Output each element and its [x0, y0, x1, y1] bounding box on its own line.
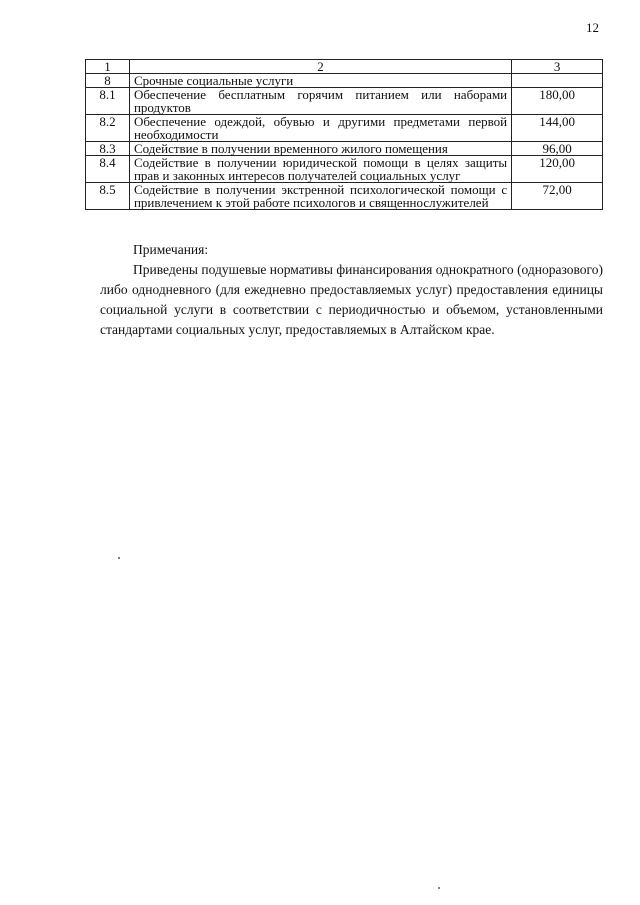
- row-value: 180,00: [512, 88, 603, 115]
- row-description: Содействие в получении юридической помощи в целях защиты прав и законных интересов получателей социальных услуг: [129, 156, 511, 183]
- row-value: 96,00: [512, 142, 603, 156]
- header-cell: 3: [512, 60, 603, 74]
- table-row: [86, 74, 603, 88]
- scan-speck: [438, 887, 440, 889]
- header-cell: 2: [129, 60, 511, 74]
- table-row: [86, 156, 603, 183]
- row-number: 8.3: [86, 142, 130, 156]
- header-cell: 1: [86, 60, 130, 74]
- notes-text: Приведены подушевые нормативы финансирования однократного (одноразового) либо однодневного (для ежедневно предоставляемых услуг) предоставления единицы социальной услуги в соответствии с периодичностью и объемом, установленными стандартами социальных услуг, предоставляемых в Алтайском крае.: [100, 262, 603, 337]
- row-description: Обеспечение бесплатным горячим питанием или наборами продуктов: [129, 88, 511, 115]
- table-row: [86, 115, 603, 142]
- row-description: Срочные социальные услуги: [129, 74, 511, 88]
- services-table: [85, 59, 603, 210]
- table-row: [86, 88, 603, 115]
- row-value: 120,00: [512, 156, 603, 183]
- row-number: 8.1: [86, 88, 130, 115]
- row-number: 8: [86, 74, 130, 88]
- table-row: [86, 183, 603, 210]
- scan-speck: [118, 557, 120, 559]
- row-description: Содействие в получении временного жилого помещения: [129, 142, 511, 156]
- table-row: [86, 142, 603, 156]
- row-description: Обеспечение одеждой, обувью и другими предметами первой необходимости: [129, 115, 511, 142]
- row-number: 8.4: [86, 156, 130, 183]
- row-number: 8.2: [86, 115, 130, 142]
- row-number: 8.5: [86, 183, 130, 210]
- row-description: Содействие в получении экстренной психологической помощи с привлечением к этой работе психологов и священнослужителей: [129, 183, 511, 210]
- notes-title: Примечания:: [133, 242, 209, 257]
- row-value: 72,00: [512, 183, 603, 210]
- row-value: 144,00: [512, 115, 603, 142]
- page-number: 12: [586, 20, 599, 35]
- notes-section: [100, 240, 603, 340]
- row-value: [512, 74, 603, 88]
- table-header-row: [86, 60, 603, 74]
